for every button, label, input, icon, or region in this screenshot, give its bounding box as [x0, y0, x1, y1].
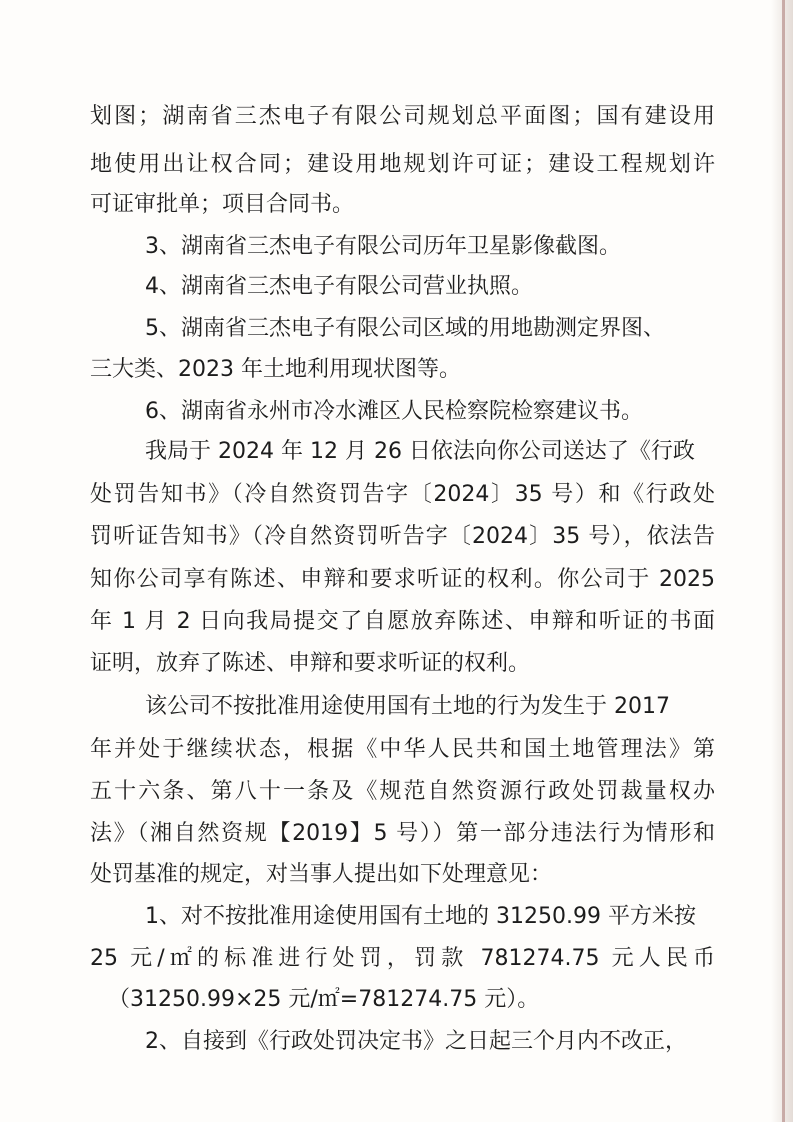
list-item-6: 6、湖南省永州市冷水滩区人民检察院检察建议书。 [145, 399, 643, 424]
text-line: 划图；湖南省三杰电子有限公司规划总平面图；国有建设用 [90, 104, 715, 129]
paragraph-line: 五十六条、第八十一条及《规范自然资源行政处罚裁量权办 [90, 779, 715, 804]
text-line: 可证审批单；项目合同书。 [90, 192, 355, 217]
paragraph-line: 证明，放弃了陈述、申辩和要求听证的权利。 [90, 651, 531, 676]
paragraph-line: 罚听证告知书》（冷自然资罚听告字〔2024〕35 号），依法告 [90, 524, 715, 549]
paragraph-line: 处罚基准的规定，对当事人提出如下处理意见： [90, 862, 553, 887]
paragraph-line: 法》（湘自然资规【2019】5 号））第一部分违法行为情形和 [90, 821, 715, 846]
text-line: 三大类、2023 年土地利用现状图等。 [90, 357, 461, 382]
penalty-calculation: （31250.99×25 元/㎡=781274.75 元）。 [108, 987, 540, 1012]
list-item-4: 4、湖南省三杰电子有限公司营业执照。 [145, 274, 533, 299]
paragraph-line: 该公司不按批准用途使用国有土地的行为发生于 2017 [145, 694, 670, 719]
paragraph-line: 知你公司享有陈述、申辩和要求听证的权利。你公司于 2025 [90, 567, 715, 592]
penalty-item-1-line: 25 元/㎡的标准进行处罚，罚款 781274.75 元人民币 [90, 946, 715, 971]
paragraph-line: 年并处于继续状态，根据《中华人民共和国土地管理法》第 [90, 737, 715, 762]
paragraph-line: 我局于 2024 年 12 月 26 日依法向你公司送达了《行政 [145, 439, 695, 464]
paragraph-line: 处罚告知书》（冷自然资罚告字〔2024〕35 号）和《行政处 [90, 482, 715, 507]
list-item-5: 5、湖南省三杰电子有限公司区域的用地勘测定界图、 [145, 316, 665, 341]
list-item-3: 3、湖南省三杰电子有限公司历年卫星影像截图。 [145, 234, 621, 259]
paragraph-line: 年 1 月 2 日向我局提交了自愿放弃陈述、申辩和听证的书面 [90, 609, 715, 634]
penalty-item-1: 1、对不按批准用途使用国有土地的 31250.99 平方米按 [145, 904, 696, 929]
penalty-item-2: 2、自接到《行政处罚决定书》之日起三个月内不改正， [145, 1029, 687, 1054]
text-line: 地使用出让权合同；建设用地规划许可证；建设工程规划许 [90, 152, 715, 177]
page-edge-line [782, 0, 785, 1122]
